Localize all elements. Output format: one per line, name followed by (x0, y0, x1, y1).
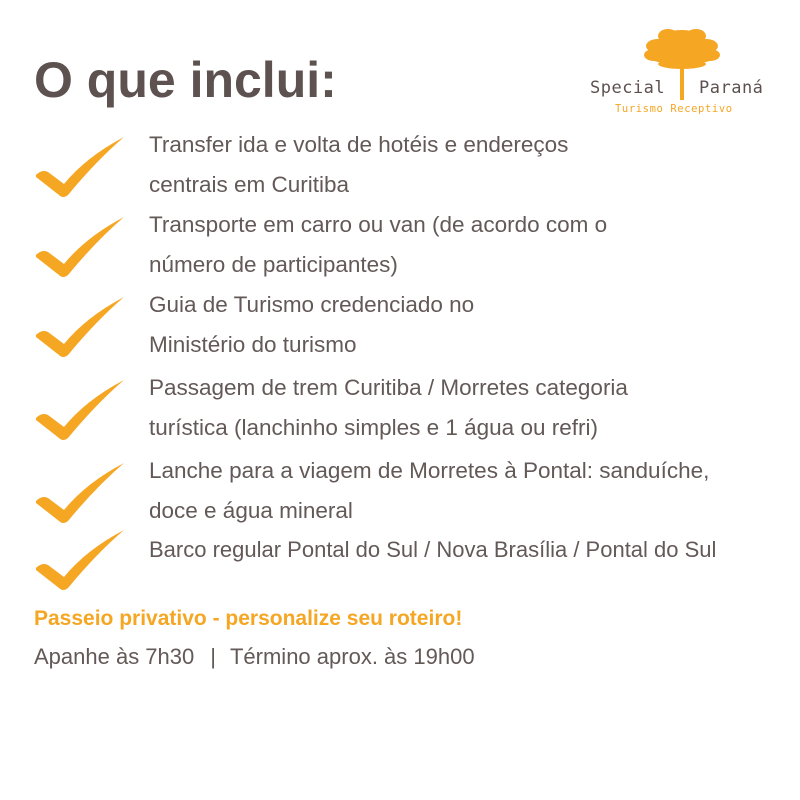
list-item-line: Lanche para a viagem de Morretes à Pontal: sanduíche, (149, 458, 710, 483)
schedule-separator: | (210, 644, 216, 669)
private-tour-highlight: Passeio privativo - personalize seu roteiro! (34, 607, 463, 630)
list-item-line: Guia de Turismo credenciado no (149, 292, 475, 317)
list-item-text (149, 530, 794, 570)
list-item-line: doce e água mineral (149, 498, 353, 523)
list-item-text (149, 125, 794, 205)
list-item-line: número de participantes) (149, 252, 398, 277)
list-item-line: Transporte em carro ou van (de acordo com o (149, 212, 608, 237)
list-item-text (149, 285, 794, 365)
pickup-time: Apanhe às 7h30 (34, 644, 195, 669)
list-item-line: Transfer ida e volta de hotéis e endereços (149, 132, 569, 157)
list-item-line: turística (lanchinho simples e 1 água ou refri) (149, 415, 598, 440)
logo (588, 24, 778, 124)
logo-tagline: Turismo Receptivo (615, 103, 733, 115)
list-item-line: centrais em Curitiba (149, 172, 350, 197)
checkmark-icon (34, 295, 126, 359)
checkmark-icon (34, 378, 126, 442)
checkmark-icon (34, 215, 126, 279)
list-item-text (149, 205, 794, 285)
list-item-line: Ministério do turismo (149, 332, 357, 357)
end-time: Término aprox. às 19h00 (229, 644, 475, 669)
checkmark-icon (34, 528, 126, 592)
checkmark-icon (34, 461, 126, 525)
page-title: O que inclui: (34, 52, 337, 108)
list-item-line: Barco regular Pontal do Sul / Nova Brasília / Pontal do Sul (149, 537, 717, 562)
list-item-text (149, 368, 794, 448)
schedule-info (34, 641, 475, 673)
list-item-text (149, 451, 794, 531)
logo-name-left: Special (590, 78, 666, 98)
logo-name-right: Paraná (699, 78, 764, 98)
checkmark-icon (34, 135, 126, 199)
list-item-line: Passagem de trem Curitiba / Morretes categoria (149, 375, 628, 400)
